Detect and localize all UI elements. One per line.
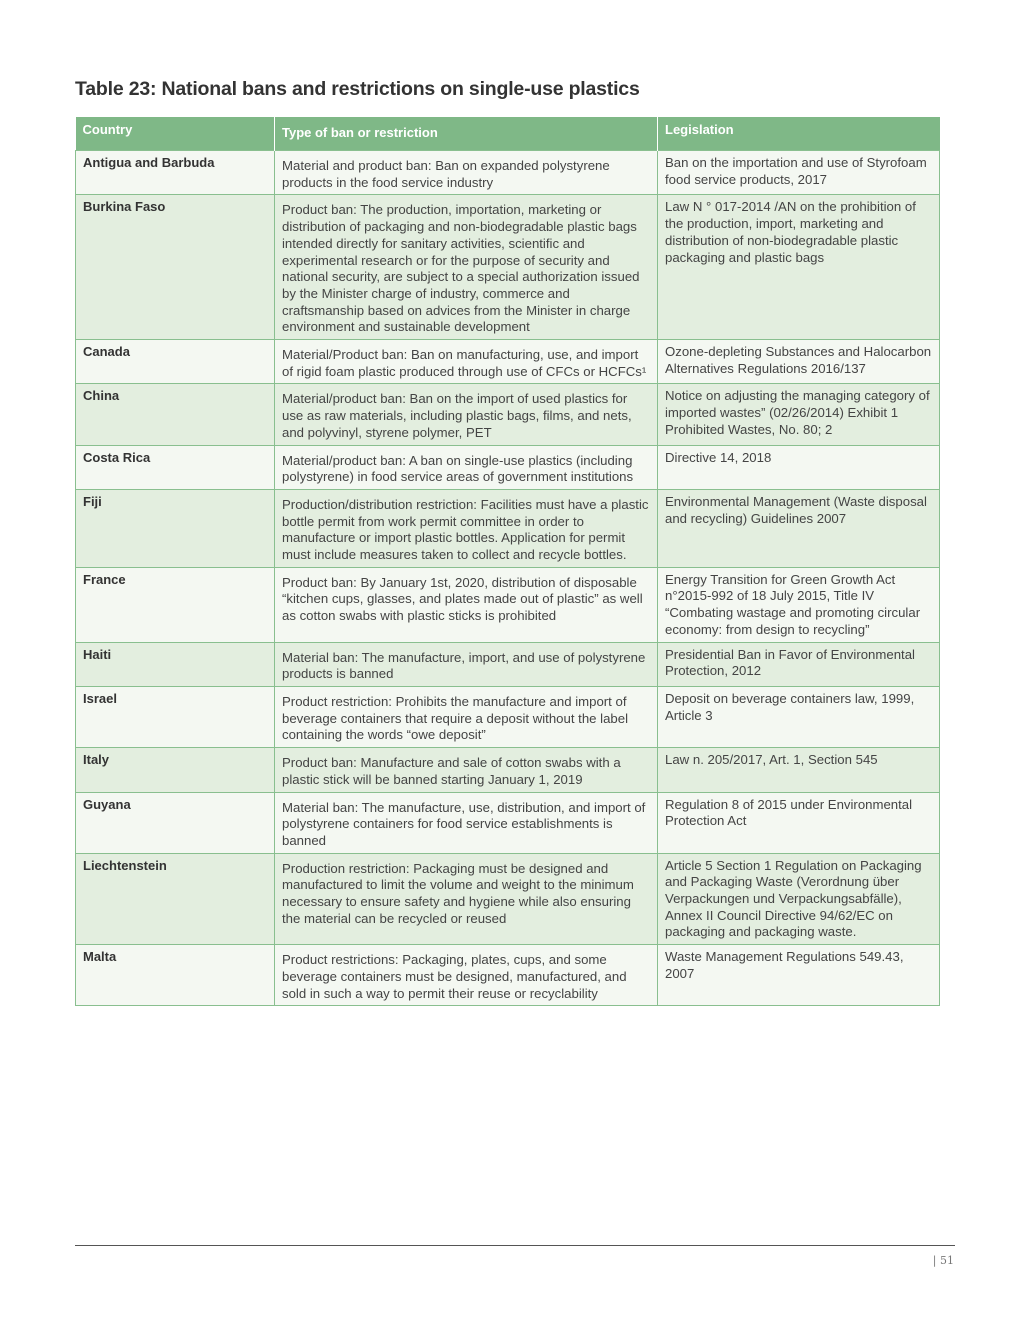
country-cell: Canada [76,340,275,384]
table-row [76,853,940,945]
legislation-cell: Law N ° 017-2014 /AN on the prohibition of the production, import, marketing and distribution of non-biodegradable plastic packaging and plastic bags [658,195,940,340]
table-row [76,792,940,853]
table-row [76,686,940,747]
restriction-type-cell: Product ban: The production, importation, marketing or distribution of packaging and non-biodegradable plastic bags intended directly for sanitary activities, scientific and experimental research or for the purpose of security and national security, are subject to a special authorization issued by the Minister charge of industry, commerce and craftsmanship based on advices from the Minister in charge environment and sustainable development [275,195,658,340]
country-cell: China [76,384,275,445]
table-row [76,384,940,445]
restriction-type-cell: Product restrictions: Packaging, plates, cups, and some beverage containers must be designed, manufactured, and sold in such a way to permit their reuse or recyclability [275,945,658,1006]
legislation-cell: Waste Management Regulations 549.43, 2007 [658,945,940,1006]
table-row [76,445,940,489]
table-row [76,340,940,384]
table-row [76,945,940,1006]
legislation-cell: Regulation 8 of 2015 under Environmental Protection Act [658,792,940,853]
legislation-cell: Deposit on beverage containers law, 1999, Article 3 [658,686,940,747]
country-cell: Malta [76,945,275,1006]
legislation-cell: Directive 14, 2018 [658,445,940,489]
restriction-type-cell: Production/distribution restriction: Facilities must have a plastic bottle permit from work permit committee in order to manufacture or import plastic bottles. Application for permit must include measures taken to collect and recycle bottles. [275,489,658,567]
legislation-cell: Article 5 Section 1 Regulation on Packaging and Packaging Waste (Verordnung über Verpackungen und Verpackungsabfälle), Annex II Council Directive 94/62/EC on packaging and packaging waste. [658,853,940,945]
column-header-legislation: Legislation [658,117,940,151]
country-cell: Costa Rica [76,445,275,489]
restriction-type-cell: Product ban: Manufacture and sale of cotton swabs with a plastic stick will be banned starting January 1, 2019 [275,748,658,792]
page-number: | 51 [932,1254,954,1267]
country-cell: Burkina Faso [76,195,275,340]
restriction-type-cell: Material ban: The manufacture, import, and use of polystyrene products is banned [275,642,658,686]
country-cell: Fiji [76,489,275,567]
country-cell: Liechtenstein [76,853,275,945]
country-cell: Israel [76,686,275,747]
legislation-cell: Ban on the importation and use of Styrofoam food service products, 2017 [658,151,940,195]
restriction-type-cell: Material ban: The manufacture, use, distribution, and import of polystyrene containers for food service establishments is banned [275,792,658,853]
column-header-type: Type of ban or restriction [275,117,658,151]
legislation-cell: Presidential Ban in Favor of Environmental Protection, 2012 [658,642,940,686]
page-title: Table 23: National bans and restrictions on single-use plastics [75,78,640,100]
country-cell: Guyana [76,792,275,853]
country-cell: Italy [76,748,275,792]
table-row [76,489,940,567]
legislation-cell: Ozone-depleting Substances and Halocarbon Alternatives Regulations 2016/137 [658,340,940,384]
table-row [76,748,940,792]
restriction-type-cell: Product restriction: Prohibits the manufacture and import of beverage containers that require a deposit without the label containing the words “owe deposit” [275,686,658,747]
legislation-cell: Energy Transition for Green Growth Act n°2015-992 of 18 July 2015, Title IV “Combating wastage and promoting circular economy: from design to recycling” [658,567,940,642]
restriction-type-cell: Material/product ban: A ban on single-use plastics (including polystyrene) in food service areas of government institutions [275,445,658,489]
footer-divider [75,1245,955,1246]
legislation-cell: Environmental Management (Waste disposal and recycling) Guidelines 2007 [658,489,940,567]
country-cell: Haiti [76,642,275,686]
column-header-country: Country [76,117,275,151]
legislation-cell: Notice on adjusting the managing category of imported wastes” (02/26/2014) Exhibit 1 Prohibited Wastes, No. 80; 2 [658,384,940,445]
country-cell: Antigua and Barbuda [76,151,275,195]
restriction-type-cell: Material/product ban: Ban on the import of used plastics for use as raw materials, including plastic bags, films, and nets, and polyvinyl, styrene polymer, PET [275,384,658,445]
restriction-type-cell: Material and product ban: Ban on expanded polystyrene products in the food service industry [275,151,658,195]
restriction-type-cell: Material/Product ban: Ban on manufacturing, use, and import of rigid foam plastic produced through use of CFCs or HCFCs¹ [275,340,658,384]
table-header-row [76,117,940,151]
restriction-type-cell: Product ban: By January 1st, 2020, distribution of disposable “kitchen cups, glasses, and plates made out of plastic” as well as cotton swabs with plastic sticks is prohibited [275,567,658,642]
country-cell: France [76,567,275,642]
table-row [76,151,940,195]
bans-table [75,117,940,1006]
table-row [76,642,940,686]
table-row [76,567,940,642]
restriction-type-cell: Production restriction: Packaging must be designed and manufactured to limit the volume and weight to the minimum necessary to ensure safety and hygiene while also ensuring the material can be recycled or reused [275,853,658,945]
table-row [76,195,940,340]
legislation-cell: Law n. 205/2017, Art. 1, Section 545 [658,748,940,792]
